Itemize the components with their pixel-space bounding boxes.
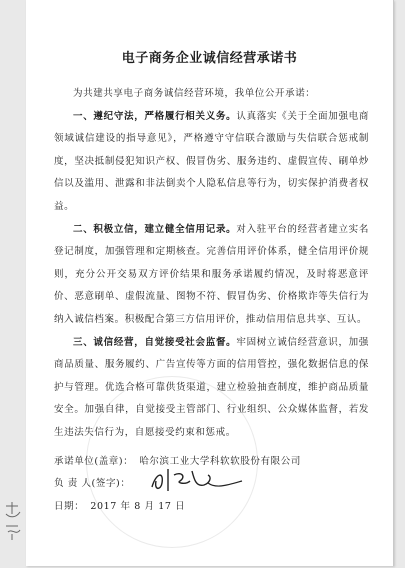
date-label: 日期： [54, 500, 85, 512]
signature-block [54, 451, 369, 519]
section-3 [54, 332, 369, 445]
section-2 [54, 219, 369, 332]
person-label: 负 责 人(签字)： [54, 478, 131, 490]
document-title: 电子商务企业诚信经营承诺书 [121, 51, 298, 66]
document-body [54, 49, 369, 518]
section-1-heading: 一、遵纪守法，严格履行相关义务。 [73, 110, 237, 122]
unit-label: 承诺单位(盖章)： [54, 455, 134, 467]
unit-value: 哈尔滨工业大学科软软股份有限公司 [139, 455, 301, 467]
intro-paragraph: 为共建共享电子商务诚信经营环境，我单位公开承诺： [73, 88, 316, 99]
section-1-text: 认真落实《关于全面加强电商领域诚信建设的指导意见》，严格遵守守信联合激励与失信联合惩戒制度，坚决抵制侵犯知识产权、假冒伪劣、服务违约、虚假宣传、刷单炒信以及滥用、泄露和非法倒卖个人隐私信息等行为，切实保护消费者权益。 [54, 110, 369, 212]
section-3-text: 牢固树立诚信经营意识，加强商品质量、服务履约、广告宣传等方面的信用管控，强化数据信息的保护与管理。优选合格可靠供货渠道，建立检验抽查制度，维护商品质量安全。加强自律，自觉接受主管部门、行业组织、公众媒体监督，若发生违法失信行为，自愿接受约束和惩戒。 [54, 336, 369, 438]
date-line [54, 496, 369, 519]
margin-handwriting-icon [2, 500, 24, 544]
section-2-heading: 二、积极立信，建立健全信用记录。 [73, 223, 237, 235]
section-1 [54, 106, 369, 219]
section-3-heading: 三、诚信经营，自觉接受社会监督。 [73, 336, 237, 348]
person-line [54, 473, 369, 496]
section-2-text: 对入驻平台的经营者建立实名登记制度，加强管理和定期核查。完善信用评价体系，健全信用评价规则，充分公开交易双方评价结果和服务承诺履约情况，及时将恶意评价、恶意刷单、虚假流量、图物不符、假冒伪劣、价格欺诈等失信行为纳入诚信档案。积极配合第三方信用评价，推动信用信息共享、互认。 [54, 223, 369, 325]
date-value: 2017 年 8 月 17 日 [90, 500, 186, 512]
document-page [26, 0, 394, 566]
handwritten-signature-icon [146, 463, 246, 495]
